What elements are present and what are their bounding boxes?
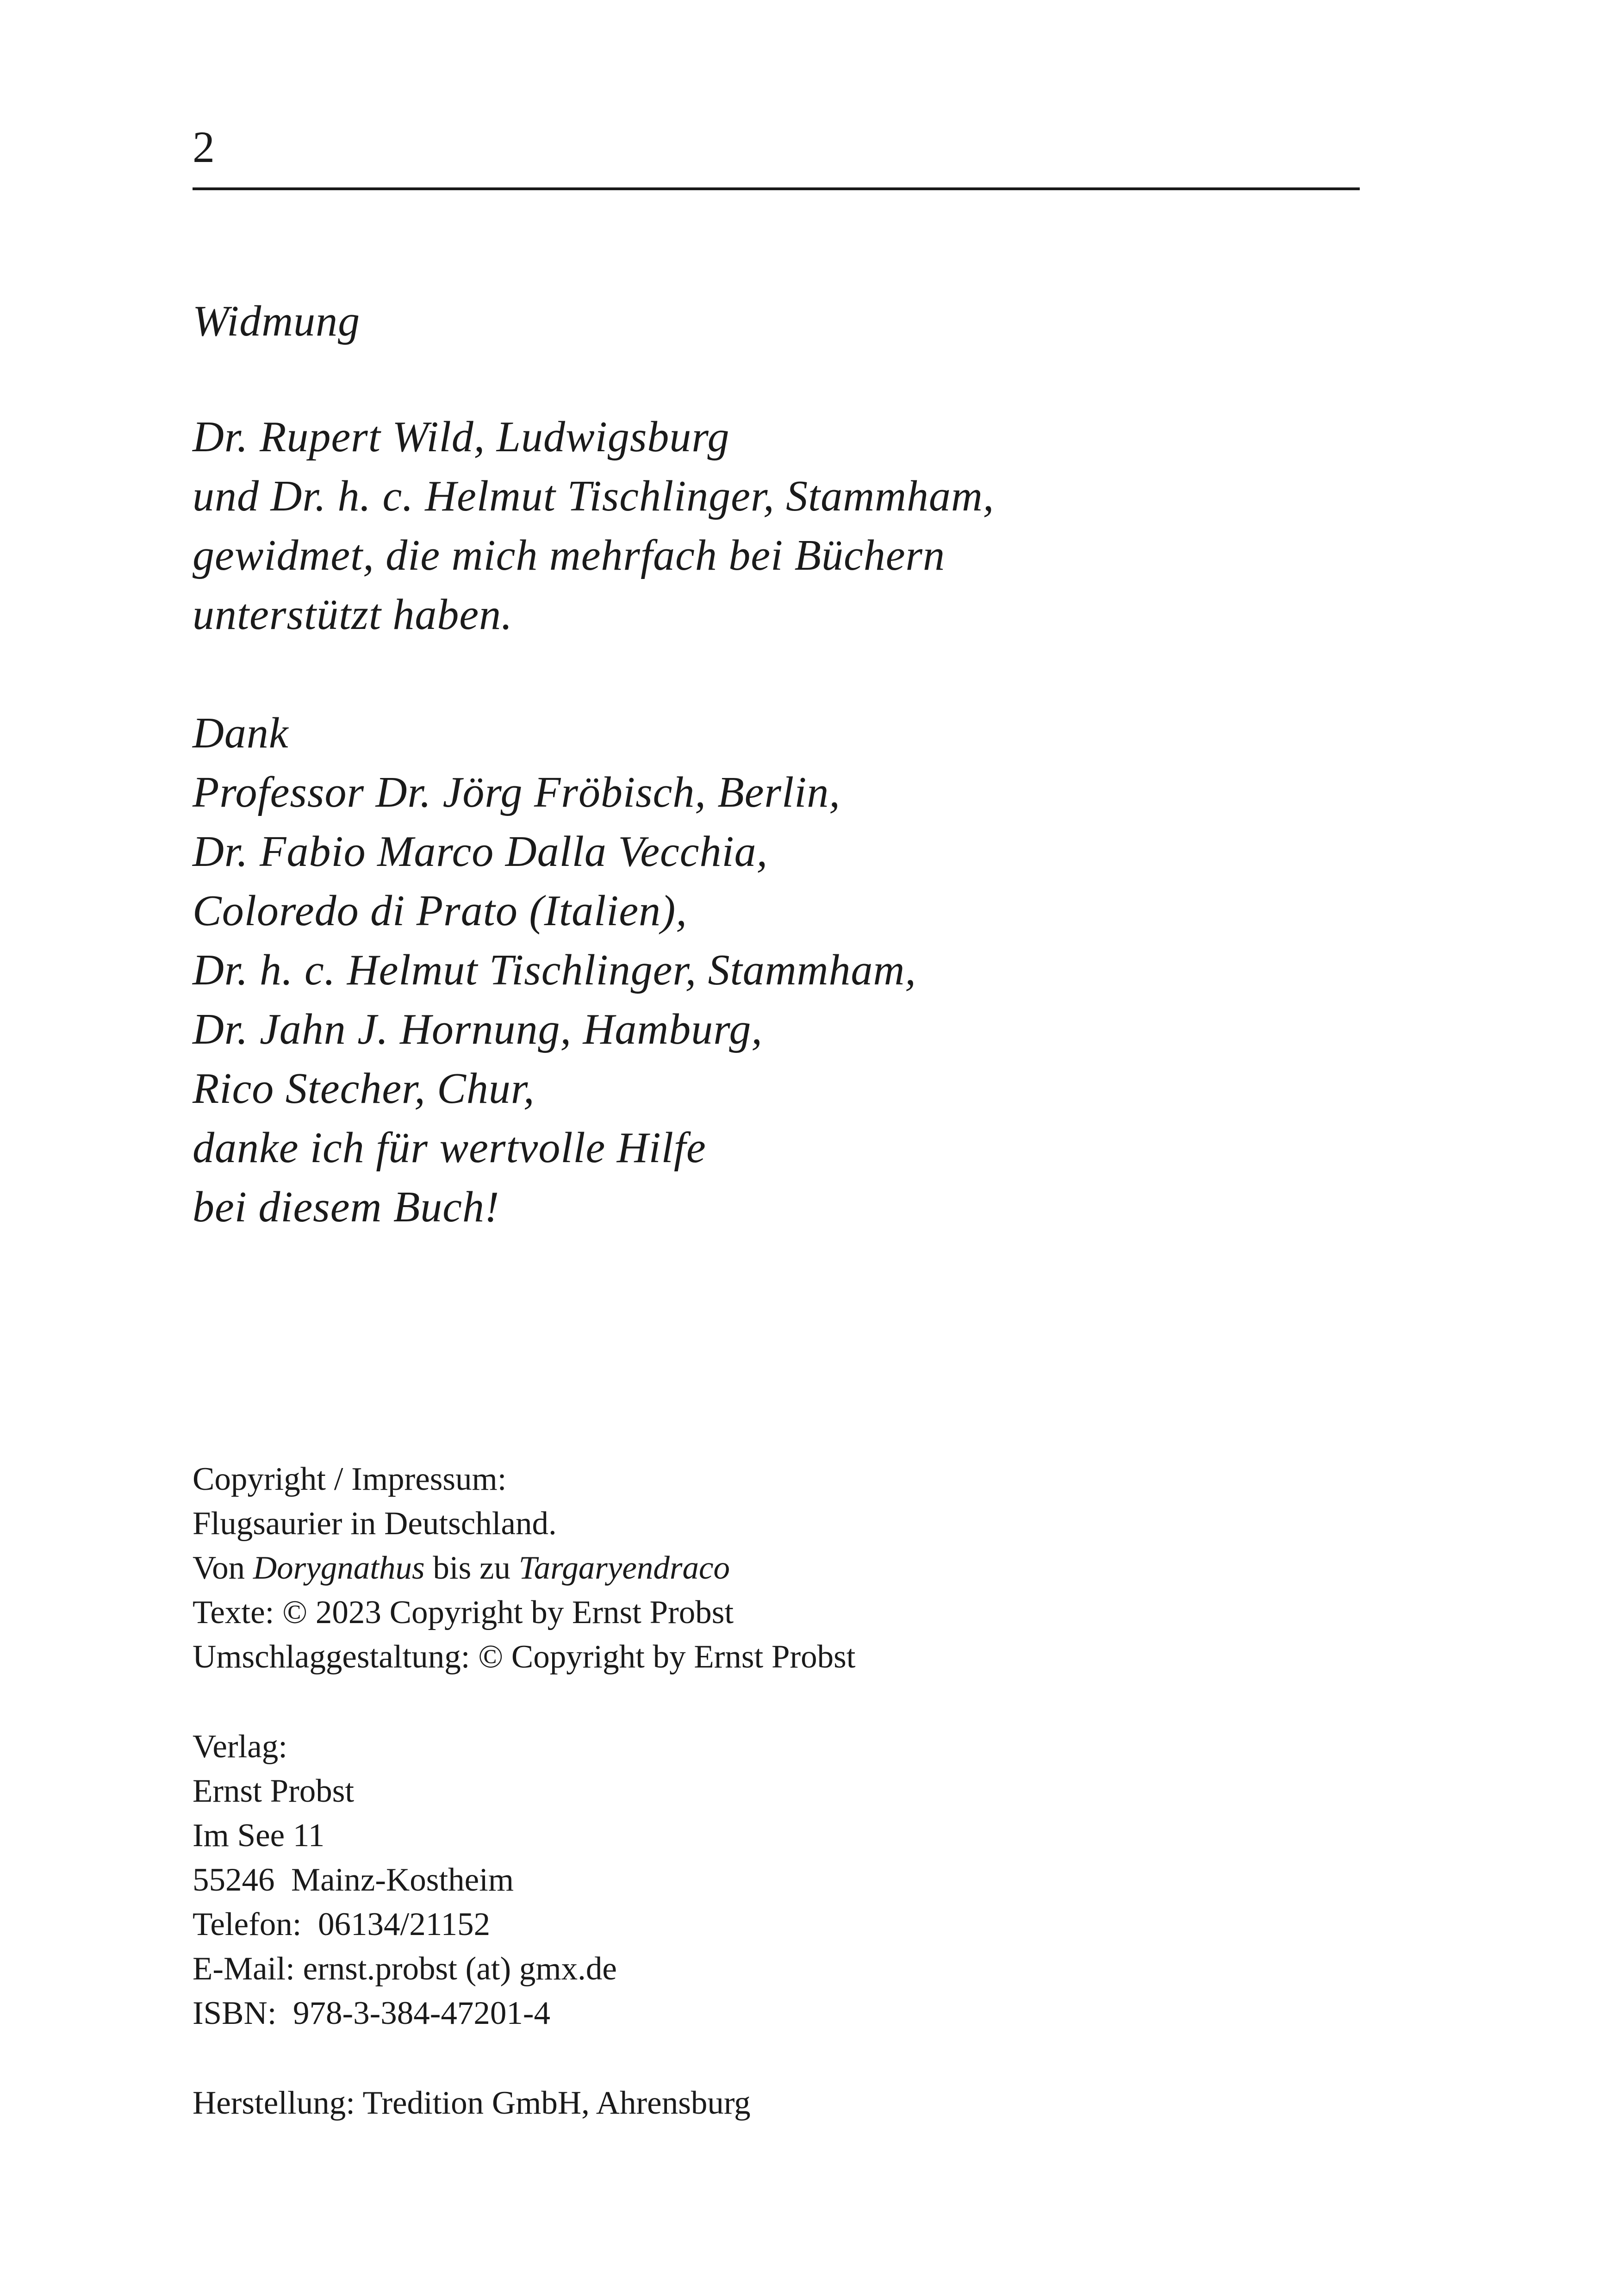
dedication-text [193,407,994,644]
dedication-line: gewidmet, die mich mehrfach bei Büchern [193,531,946,579]
thanks-line: Dr. h. c. Helmut Tischlinger, Stammham, [193,946,916,994]
publisher-city: 55246 Mainz-Kostheim [193,1862,514,1898]
thanks-line: danke ich für wertvolle Hilfe [193,1124,706,1172]
thanks-line: Rico Stecher, Chur, [193,1064,535,1113]
publisher-street: Im See 11 [193,1817,325,1854]
thanks-line: bei diesem Buch! [193,1183,500,1231]
publisher-phone: Telefon: 06134/21152 [193,1906,491,1942]
subtitle-to-taxon: Targaryendraco [518,1550,730,1586]
book-title: Flugsaurier in Deutschland. [193,1506,557,1542]
publisher-email: E-Mail: ernst.probst (at) gmx.de [193,1951,617,1987]
publisher-label: Verlag: [193,1729,288,1765]
dedication-line: und Dr. h. c. Helmut Tischlinger, Stammham, [193,472,995,520]
subtitle-bis-zu: bis zu [433,1550,511,1586]
copyright-heading: Copyright / Impressum: [193,1461,507,1497]
thanks-line: Dr. Jahn J. Hornung, Hamburg, [193,1005,763,1053]
thanks-line: Professor Dr. Jörg Fröbisch, Berlin, [193,768,840,816]
dedication-line: unterstützt haben. [193,591,513,639]
thanks-line: Coloredo di Prato (Italien), [193,887,687,935]
thanks-section [193,703,916,1237]
subtitle-from-taxon: Dorygnathus [253,1550,425,1586]
dedication-title: Widmung [193,297,361,345]
publisher-section [193,1724,617,2035]
production-section [193,2081,751,2125]
copyright-section [193,1457,855,1679]
thanks-line: Dr. Fabio Marco Dalla Vecchia, [193,828,768,876]
subtitle-von: Von [193,1550,245,1586]
production-text: Herstellung: Tredition GmbH, Ahrensburg [193,2085,751,2121]
page-number: 2 [193,122,215,172]
text-copyright: Texte: © 2023 Copyright by Ernst Probst [193,1594,734,1630]
thanks-title: Dank [193,709,289,757]
dedication-line: Dr. Rupert Wild, Ludwigsburg [193,413,730,461]
cover-copyright: Umschlaggestaltung: © Copyright by Ernst Probst [193,1639,856,1675]
dedication-section [193,292,360,351]
book-subtitle [193,1546,855,1590]
header-rule [193,187,1360,190]
publisher-name: Ernst Probst [193,1773,355,1809]
publisher-isbn: ISBN: 978-3-384-47201-4 [193,1995,551,2031]
